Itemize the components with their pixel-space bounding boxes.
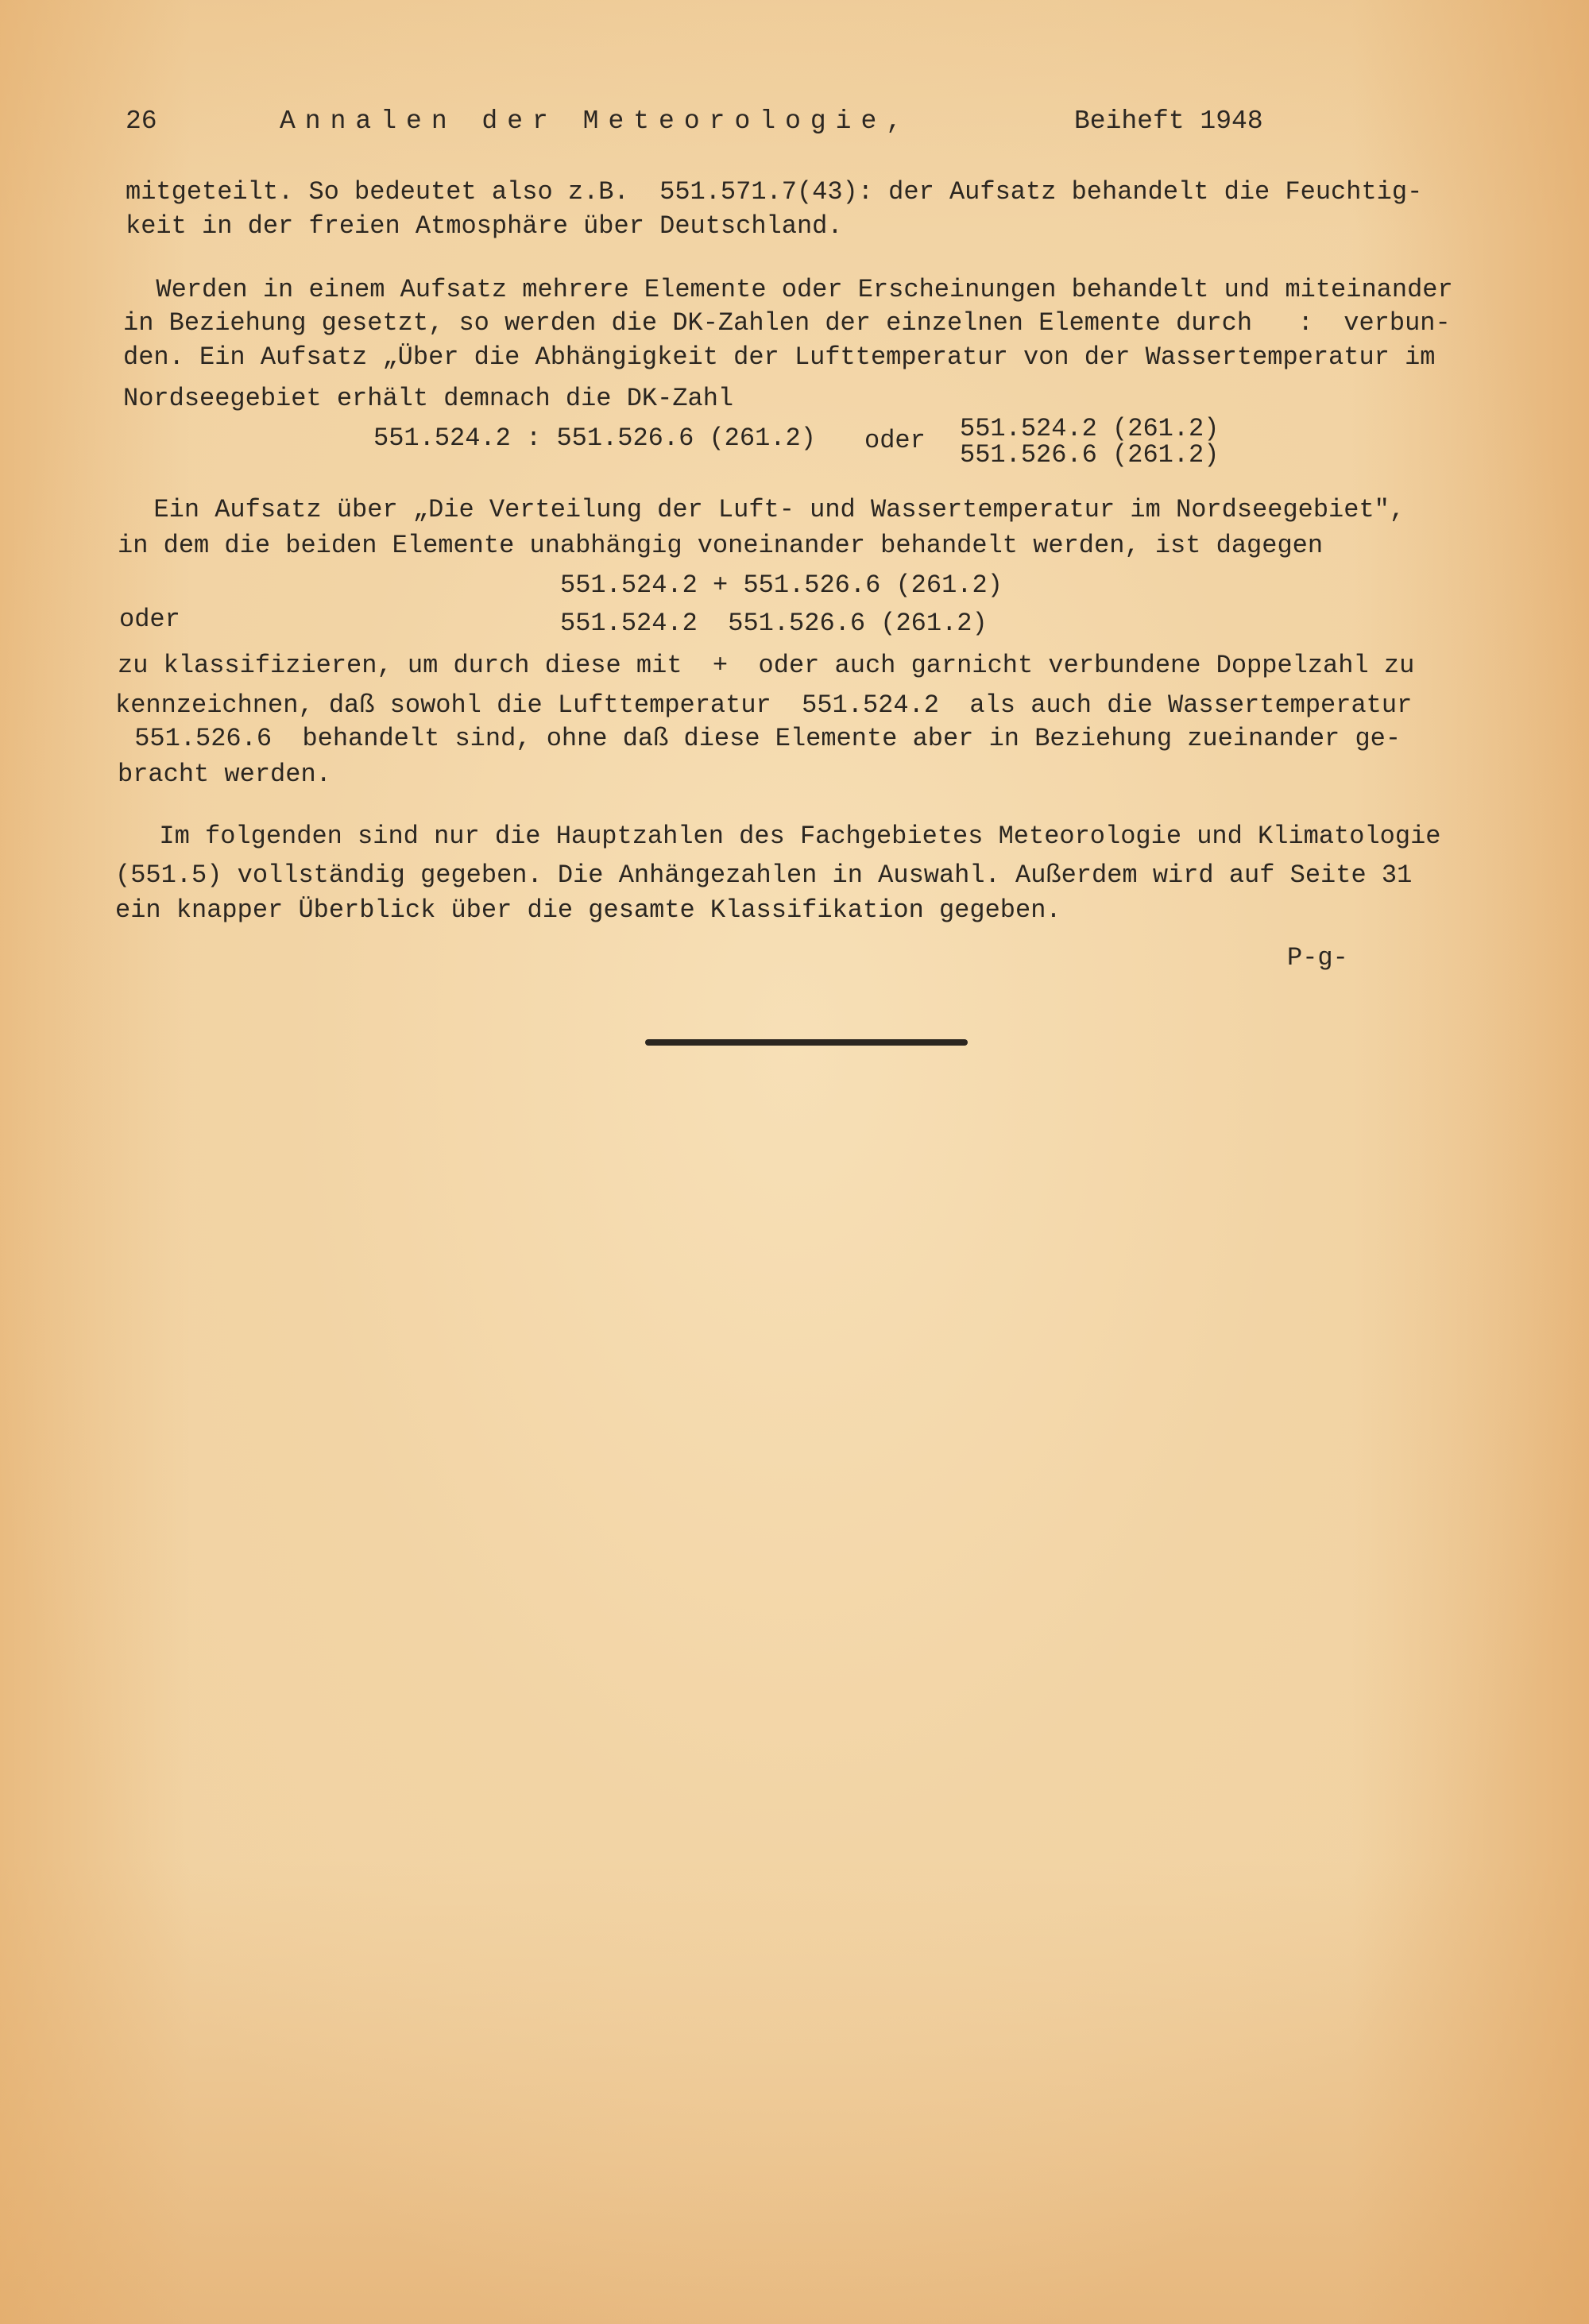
text-line: 551.526.6 behandelt sind, ohne daß diese Elemente aber in Beziehung zueinander ge- [119, 724, 1401, 753]
author-signature: P-g- [1287, 943, 1348, 973]
text-line: Nordseegebiet erhält demnach die DK-Zahl [123, 384, 734, 413]
oder-label: oder [119, 605, 180, 634]
text-line: ein knapper Überblick über die gesamte Klassifikation gegeben. [115, 895, 1061, 925]
formula-oder: oder [864, 426, 926, 455]
text-line: bracht werden. [118, 760, 331, 789]
text-line: in dem die beiden Elemente unabhängig voneinander behandelt werden, ist dagegen [118, 531, 1324, 560]
text-line: keit in der freien Atmosphäre über Deutschland. [126, 211, 843, 241]
text-line: Ein Aufsatz über „Die Verteilung der Luft- und Wassertemperatur im Nordseegebiet", [123, 495, 1405, 524]
text-line: den. Ein Aufsatz „Über die Abhängigkeit der Lufttemperatur von der Wassertemperatur im [123, 342, 1436, 372]
text-line: kennzeichnen, daß sowohl die Lufttemperatur 551.524.2 als auch die Wassertemperatur [115, 690, 1413, 720]
supplement-label: Beiheft 1948 [1074, 106, 1263, 136]
text-line: Im folgenden sind nur die Hauptzahlen des Fachgebietes Meteorologie und Klimatologie [129, 822, 1441, 851]
text-line: zu klassifizieren, um durch diese mit + oder auch garnicht verbundene Doppelzahl zu [118, 651, 1415, 680]
text-line: (551.5) vollständig gegeben. Die Anhängezahlen in Auswahl. Außerdem wird auf Seite 31 [115, 860, 1413, 890]
text-line: Werden in einem Aufsatz mehrere Elemente oder Erscheinungen behandelt und miteinander [126, 275, 1453, 304]
dk-formula-stacked-top: 551.524.2 (261.2) [960, 414, 1220, 443]
section-divider [645, 1039, 968, 1046]
dk-formula-stacked-bottom: 551.526.6 (261.2) [960, 440, 1220, 470]
dk-formula-plus: 551.524.2 + 551.526.6 (261.2) [560, 570, 1003, 600]
page-number: 26 [126, 106, 157, 136]
dk-formula-space: 551.524.2 551.526.6 (261.2) [560, 609, 988, 638]
text-line: in Beziehung gesetzt, so werden die DK-Zahlen der einzelnen Elemente durch : verbun- [123, 308, 1451, 338]
journal-title: Annalen der Meteorologie, [280, 106, 912, 136]
text-line: mitgeteilt. So bedeutet also z.B. 551.571.7(43): der Aufsatz behandelt die Feuchtig- [126, 177, 1423, 207]
dk-formula-colon: 551.524.2 : 551.526.6 (261.2) [373, 423, 816, 453]
